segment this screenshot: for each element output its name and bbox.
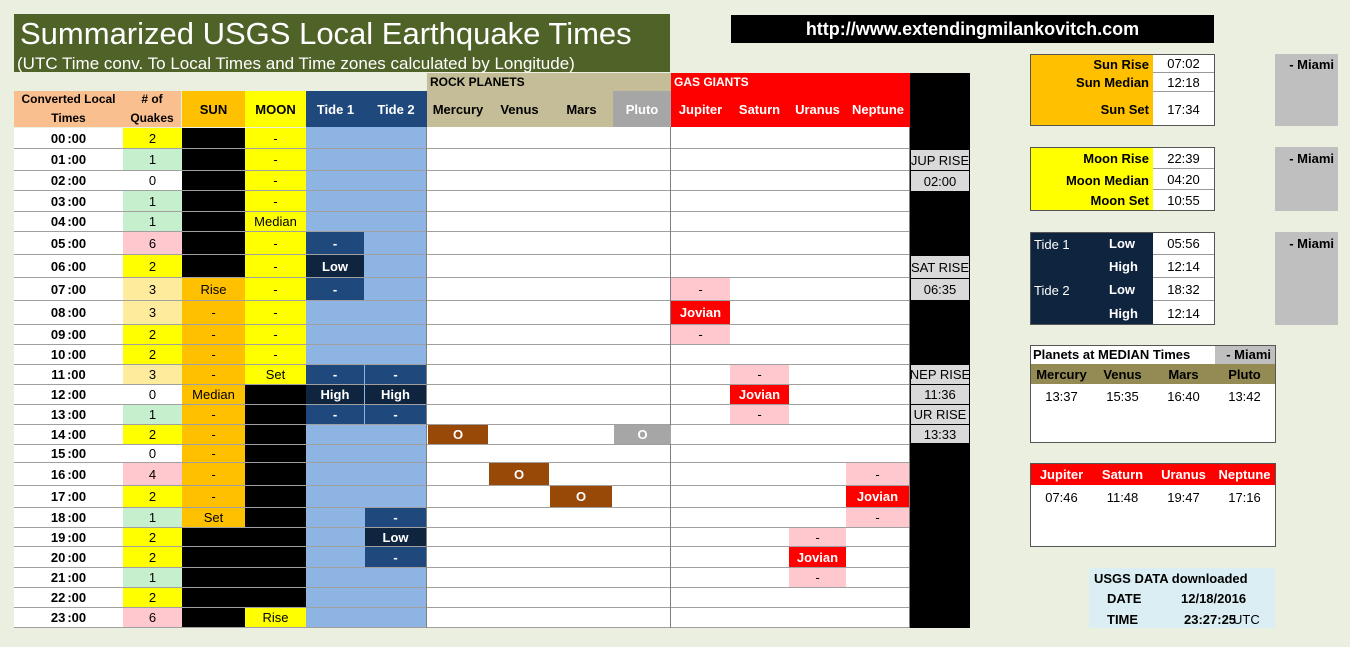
moon-median-label: Moon Median bbox=[1065, 173, 1149, 188]
col-header-tide1: Tide 1 bbox=[306, 91, 365, 127]
quake-count: 1 bbox=[123, 568, 182, 587]
quake-count: 2 bbox=[123, 345, 182, 364]
planet-name-mars: Mars bbox=[1168, 366, 1199, 382]
uranus-cell: - bbox=[789, 568, 846, 587]
time-cell bbox=[14, 528, 123, 546]
quake-count: 1 bbox=[123, 508, 182, 527]
moon-median-value: 04:20 bbox=[1153, 170, 1214, 190]
sun-cell bbox=[182, 191, 245, 211]
hour-label: 05 bbox=[50, 235, 66, 251]
neptune-cell: Jovian bbox=[846, 486, 909, 507]
hour-label: 09 bbox=[50, 327, 66, 342]
tide2-cell: - bbox=[365, 508, 426, 527]
col-header-sun: SUN bbox=[182, 91, 245, 127]
moon-cell: - bbox=[245, 345, 306, 364]
jupiter-cell: - bbox=[671, 278, 730, 300]
col-header-venus: Venus bbox=[489, 91, 550, 127]
hour-label: 16 bbox=[50, 466, 66, 482]
gas-time-jupiter: 07:46 bbox=[1045, 489, 1078, 505]
minute-label: :00 bbox=[67, 258, 87, 274]
hour-label: 20 bbox=[50, 549, 66, 565]
quake-count: 6 bbox=[123, 608, 182, 627]
minute-label: :00 bbox=[67, 466, 87, 482]
tide2-high-label: High bbox=[1109, 306, 1138, 321]
minute-label: :00 bbox=[67, 510, 87, 525]
time-cell bbox=[14, 255, 123, 277]
minute-label: :00 bbox=[67, 281, 87, 297]
moon-cell: - bbox=[245, 325, 306, 344]
planets-median-title: Planets at MEDIAN Times bbox=[1033, 347, 1191, 362]
moon-cell bbox=[245, 528, 306, 546]
time-cell bbox=[14, 212, 123, 231]
moon-cell bbox=[245, 405, 306, 424]
quake-count: 1 bbox=[123, 191, 182, 211]
time-cell bbox=[14, 325, 123, 344]
sun-cell bbox=[182, 171, 245, 190]
sun-cell bbox=[182, 212, 245, 231]
minute-label: :00 bbox=[67, 446, 87, 461]
sun-cell bbox=[182, 128, 245, 148]
moon-cell bbox=[245, 463, 306, 485]
minute-label: :00 bbox=[67, 529, 87, 545]
time-cell bbox=[14, 608, 123, 627]
hour-label: 04 bbox=[50, 214, 66, 229]
minute-label: :00 bbox=[67, 235, 87, 251]
col-header-time: Converted Local Times bbox=[14, 91, 123, 127]
sun-cell: Set bbox=[182, 508, 245, 527]
moon-cell: - bbox=[245, 278, 306, 300]
minute-label: :00 bbox=[67, 347, 87, 362]
saturn-cell: - bbox=[730, 405, 789, 424]
venus-marker: O bbox=[489, 463, 549, 485]
sun-cell bbox=[182, 547, 245, 567]
tide2-cell: High bbox=[365, 385, 426, 404]
uranus-cell: - bbox=[789, 528, 846, 546]
hour-label: 00 bbox=[50, 130, 66, 146]
moon-cell: - bbox=[245, 232, 306, 254]
moon-cell: Rise bbox=[245, 608, 306, 627]
time-cell bbox=[14, 278, 123, 300]
hour-label: 15 bbox=[50, 446, 66, 461]
time-cell bbox=[14, 232, 123, 254]
sun-cell bbox=[182, 568, 245, 587]
nep-rise-label: NEP RISE bbox=[909, 367, 971, 382]
planet-time-mercury: 13:37 bbox=[1045, 388, 1078, 404]
pluto-marker: O bbox=[614, 425, 671, 444]
usgs-title: USGS DATA downloaded bbox=[1094, 571, 1248, 586]
sun-cell: - bbox=[182, 425, 245, 444]
minute-label: :00 bbox=[66, 367, 86, 382]
tide2-low-value: 18:32 bbox=[1153, 279, 1214, 301]
tide1-high-label: High bbox=[1109, 259, 1138, 274]
time-cell bbox=[14, 128, 123, 148]
hour-label: 13 bbox=[50, 407, 66, 422]
hour-label: 11 bbox=[51, 367, 65, 382]
planet-name-venus: Venus bbox=[1103, 366, 1142, 382]
col-header-moon: MOON bbox=[245, 91, 306, 127]
sun-cell: - bbox=[182, 325, 245, 344]
tide2-label: Tide 2 bbox=[1034, 283, 1070, 298]
quake-count: 0 bbox=[123, 385, 182, 404]
quake-count: 2 bbox=[123, 325, 182, 344]
sun-cell: Median bbox=[182, 385, 245, 404]
sun-set-value: 17:34 bbox=[1167, 101, 1200, 117]
col-header-neptune: Neptune bbox=[846, 91, 910, 127]
col-header-jupiter: Jupiter bbox=[671, 91, 730, 127]
hour-label: 21 bbox=[50, 570, 66, 585]
usgs-date: 12/18/2016 bbox=[1181, 591, 1247, 606]
tide1-cell: Low bbox=[306, 255, 364, 277]
moon-cell: - bbox=[245, 128, 306, 148]
time-cell bbox=[14, 365, 123, 384]
quake-count: 2 bbox=[123, 425, 182, 444]
quake-count: 3 bbox=[123, 278, 182, 300]
sun-cell: - bbox=[182, 445, 245, 462]
hour-label: 10 bbox=[50, 347, 66, 362]
hour-label: 19 bbox=[50, 529, 66, 545]
usgs-time: 23:27:25 bbox=[1184, 612, 1237, 627]
gas-name-neptune: Neptune bbox=[1218, 467, 1271, 482]
minute-label: :00 bbox=[67, 214, 87, 229]
sun-cell: - bbox=[182, 463, 245, 485]
moon-cell bbox=[245, 547, 306, 567]
tide2-cell: - bbox=[365, 547, 426, 567]
minute-label: :00 bbox=[67, 549, 87, 565]
moon-cell: - bbox=[245, 191, 306, 211]
moon-rise-label: Moon Rise bbox=[1083, 151, 1149, 166]
sun-location-box bbox=[1275, 54, 1338, 126]
time-cell bbox=[14, 568, 123, 587]
col-header-mars: Mars bbox=[550, 91, 613, 127]
col-header-uranus: Uranus bbox=[789, 91, 846, 127]
tide1-label: Tide 1 bbox=[1034, 237, 1070, 252]
planet-name-mercury: Mercury bbox=[1036, 366, 1087, 382]
time-cell bbox=[14, 588, 123, 607]
mercury-marker: O bbox=[428, 425, 488, 444]
mars-marker: O bbox=[550, 486, 612, 507]
sun-cell bbox=[182, 232, 245, 254]
ur-rise-time: 13:33 bbox=[911, 425, 969, 443]
tide2-cell: - bbox=[365, 405, 426, 424]
sun-median-label: Sun Median bbox=[1076, 75, 1149, 90]
nep-rise-time: 11:36 bbox=[911, 385, 969, 404]
uranus-cell: Jovian bbox=[789, 547, 846, 567]
minute-label: :00 bbox=[67, 407, 87, 422]
time-cell bbox=[14, 191, 123, 211]
minute-label: :00 bbox=[67, 130, 87, 146]
quake-count: 3 bbox=[123, 301, 182, 324]
hour-label: 23 bbox=[50, 610, 66, 625]
time-cell bbox=[14, 405, 123, 424]
gas-name-saturn: Saturn bbox=[1101, 467, 1144, 482]
quake-count: 2 bbox=[123, 128, 182, 148]
sun-cell bbox=[182, 255, 245, 277]
col-header-pluto: Pluto bbox=[613, 91, 671, 127]
time-cell bbox=[14, 385, 123, 404]
time-cell bbox=[14, 463, 123, 485]
minute-label: :00 bbox=[67, 152, 87, 167]
tide1-cell: High bbox=[306, 385, 364, 404]
sun-median-value: 12:18 bbox=[1153, 74, 1214, 92]
tide1-low-value: 05:56 bbox=[1153, 233, 1214, 255]
quake-count: 0 bbox=[123, 171, 182, 190]
sun-cell: - bbox=[182, 301, 245, 324]
sun-set-label: Sun Set bbox=[1100, 102, 1149, 117]
saturn-cell: Jovian bbox=[730, 385, 789, 404]
minute-label: :00 bbox=[67, 610, 87, 625]
jupiter-cell: - bbox=[671, 325, 730, 344]
hour-label: 02 bbox=[50, 173, 66, 188]
moon-cell: - bbox=[245, 255, 306, 277]
time-cell bbox=[14, 301, 123, 324]
time-cell bbox=[14, 445, 123, 462]
quake-count: 6 bbox=[123, 232, 182, 254]
sun-rise-value: 07:02 bbox=[1153, 55, 1214, 73]
tide2-cell: Low bbox=[365, 528, 426, 546]
hour-label: 17 bbox=[50, 489, 66, 504]
page-title: Summarized USGS Local Earthquake Times bbox=[20, 16, 632, 51]
sat-rise-label: SAT RISE bbox=[911, 256, 969, 278]
sun-cell: Rise bbox=[182, 278, 245, 300]
time-cell bbox=[14, 171, 123, 190]
sun-rise-label: Sun Rise bbox=[1093, 57, 1149, 72]
moon-cell bbox=[245, 425, 306, 444]
column-divider bbox=[670, 127, 671, 628]
sun-cell bbox=[182, 528, 245, 546]
sun-location: - Miami bbox=[1289, 57, 1334, 72]
quake-count: 2 bbox=[123, 547, 182, 567]
hour-label: 03 bbox=[50, 193, 66, 209]
time-cell bbox=[14, 547, 123, 567]
gas-time-saturn: 11:48 bbox=[1106, 489, 1139, 505]
quake-count: 1 bbox=[123, 212, 182, 231]
sun-cell: - bbox=[182, 405, 245, 424]
neptune-cell: - bbox=[846, 463, 909, 485]
quake-count: 1 bbox=[123, 405, 182, 424]
moon-cell bbox=[245, 445, 306, 462]
planet-time-pluto: 13:42 bbox=[1228, 388, 1261, 404]
minute-label: :00 bbox=[67, 590, 87, 605]
moon-cell bbox=[245, 486, 306, 507]
moon-set-value: 10:55 bbox=[1167, 193, 1200, 208]
minute-label: :00 bbox=[67, 305, 87, 320]
sun-cell bbox=[182, 588, 245, 607]
moon-set-label: Moon Set bbox=[1090, 193, 1149, 208]
minute-label: :00 bbox=[67, 173, 87, 188]
jup-rise-time: 02:00 bbox=[911, 171, 969, 191]
site-url[interactable]: http://www.extendingmilankovitch.com bbox=[731, 15, 1214, 43]
tide2-low-label: Low bbox=[1109, 282, 1135, 297]
gas-time-neptune: 17:16 bbox=[1228, 489, 1261, 505]
moon-cell: Median bbox=[245, 212, 306, 231]
time-cell bbox=[14, 425, 123, 444]
minute-label: :00 bbox=[67, 387, 87, 402]
neptune-cell: - bbox=[846, 508, 909, 527]
tide1-low-label: Low bbox=[1109, 236, 1135, 251]
hour-label: 01 bbox=[50, 152, 66, 167]
moon-cell: - bbox=[245, 301, 306, 324]
sun-cell bbox=[182, 608, 245, 627]
gas-giants-group: GAS GIANTS bbox=[671, 73, 910, 91]
minute-label: :00 bbox=[67, 427, 87, 442]
quake-count: 2 bbox=[123, 588, 182, 607]
minute-label: :00 bbox=[67, 193, 87, 209]
quake-count: 1 bbox=[123, 149, 182, 170]
hour-label: 06 bbox=[50, 258, 66, 274]
moon-cell bbox=[245, 508, 306, 527]
column-divider bbox=[426, 127, 427, 628]
planet-time-venus: 15:35 bbox=[1106, 388, 1139, 404]
quake-count: 2 bbox=[123, 255, 182, 277]
tide1-high-value: 12:14 bbox=[1153, 256, 1214, 278]
planet-name-pluto: Pluto bbox=[1228, 366, 1261, 382]
quake-count: 2 bbox=[123, 486, 182, 507]
hour-label: 22 bbox=[50, 590, 66, 605]
tide-location-box bbox=[1275, 232, 1338, 325]
moon-cell bbox=[245, 385, 306, 404]
time-cell bbox=[14, 345, 123, 364]
jupiter-cell: Jovian bbox=[671, 301, 730, 324]
sun-cell: - bbox=[182, 365, 245, 384]
moon-cell: Set bbox=[245, 365, 306, 384]
saturn-cell: - bbox=[730, 365, 789, 384]
quake-count: 0 bbox=[123, 445, 182, 462]
tide1-cell: - bbox=[306, 405, 364, 424]
row-divider bbox=[14, 627, 910, 628]
ur-rise-label: UR RISE bbox=[911, 405, 969, 424]
minute-label: :00 bbox=[67, 489, 87, 504]
time-cell bbox=[14, 149, 123, 170]
gas-name-uranus: Uranus bbox=[1161, 467, 1206, 482]
sun-cell: - bbox=[182, 486, 245, 507]
tide1-cell: - bbox=[306, 232, 364, 254]
sat-rise-time: 06:35 bbox=[911, 279, 969, 300]
tide2-cell: - bbox=[365, 365, 426, 384]
time-cell bbox=[14, 508, 123, 527]
gas-time-uranus: 19:47 bbox=[1167, 489, 1200, 505]
tide2-high-value: 12:14 bbox=[1167, 305, 1200, 321]
hour-label: 08 bbox=[50, 305, 66, 320]
minute-label: :00 bbox=[67, 327, 87, 342]
moon-rise-value: 22:39 bbox=[1153, 148, 1214, 169]
tide-location: - Miami bbox=[1289, 236, 1334, 251]
moon-cell bbox=[245, 568, 306, 587]
hour-label: 12 bbox=[50, 387, 66, 402]
moon-location-box bbox=[1275, 147, 1338, 211]
quake-count: 4 bbox=[123, 463, 182, 485]
usgs-time-label: TIME bbox=[1107, 612, 1139, 627]
planet-time-mars: 16:40 bbox=[1167, 388, 1200, 404]
jup-rise-label: JUP RISE bbox=[911, 150, 969, 170]
tide1-cell: - bbox=[306, 278, 364, 300]
moon-cell bbox=[245, 588, 306, 607]
title-banner bbox=[14, 14, 670, 72]
hour-label: 07 bbox=[50, 281, 66, 297]
usgs-tz: UTC bbox=[1233, 612, 1260, 627]
tide1-cell: - bbox=[306, 365, 364, 384]
hour-label: 18 bbox=[50, 510, 66, 525]
planets-location: - Miami bbox=[1215, 346, 1275, 364]
moon-cell: - bbox=[245, 171, 306, 190]
gas-name-jupiter: Jupiter bbox=[1039, 467, 1084, 482]
sun-cell: - bbox=[182, 345, 245, 364]
sun-cell bbox=[182, 149, 245, 170]
hour-label: 14 bbox=[50, 427, 66, 442]
minute-label: :00 bbox=[67, 570, 87, 585]
rock-planets-group: ROCK PLANETS bbox=[427, 73, 671, 91]
col-header-quakes: # of Quakes bbox=[123, 91, 181, 127]
time-cell bbox=[14, 486, 123, 507]
moon-cell: - bbox=[245, 149, 306, 170]
page-subtitle: (UTC Time conv. To Local Times and Time zones calculated by Longitude) bbox=[17, 54, 575, 73]
col-header-tide2: Tide 2 bbox=[365, 91, 427, 127]
moon-location: - Miami bbox=[1289, 151, 1334, 166]
col-header-mercury: Mercury bbox=[427, 91, 489, 127]
col-header-saturn: Saturn bbox=[730, 91, 789, 127]
quake-count: 2 bbox=[123, 528, 182, 546]
usgs-date-label: DATE bbox=[1107, 591, 1142, 606]
quake-count: 3 bbox=[123, 365, 182, 384]
